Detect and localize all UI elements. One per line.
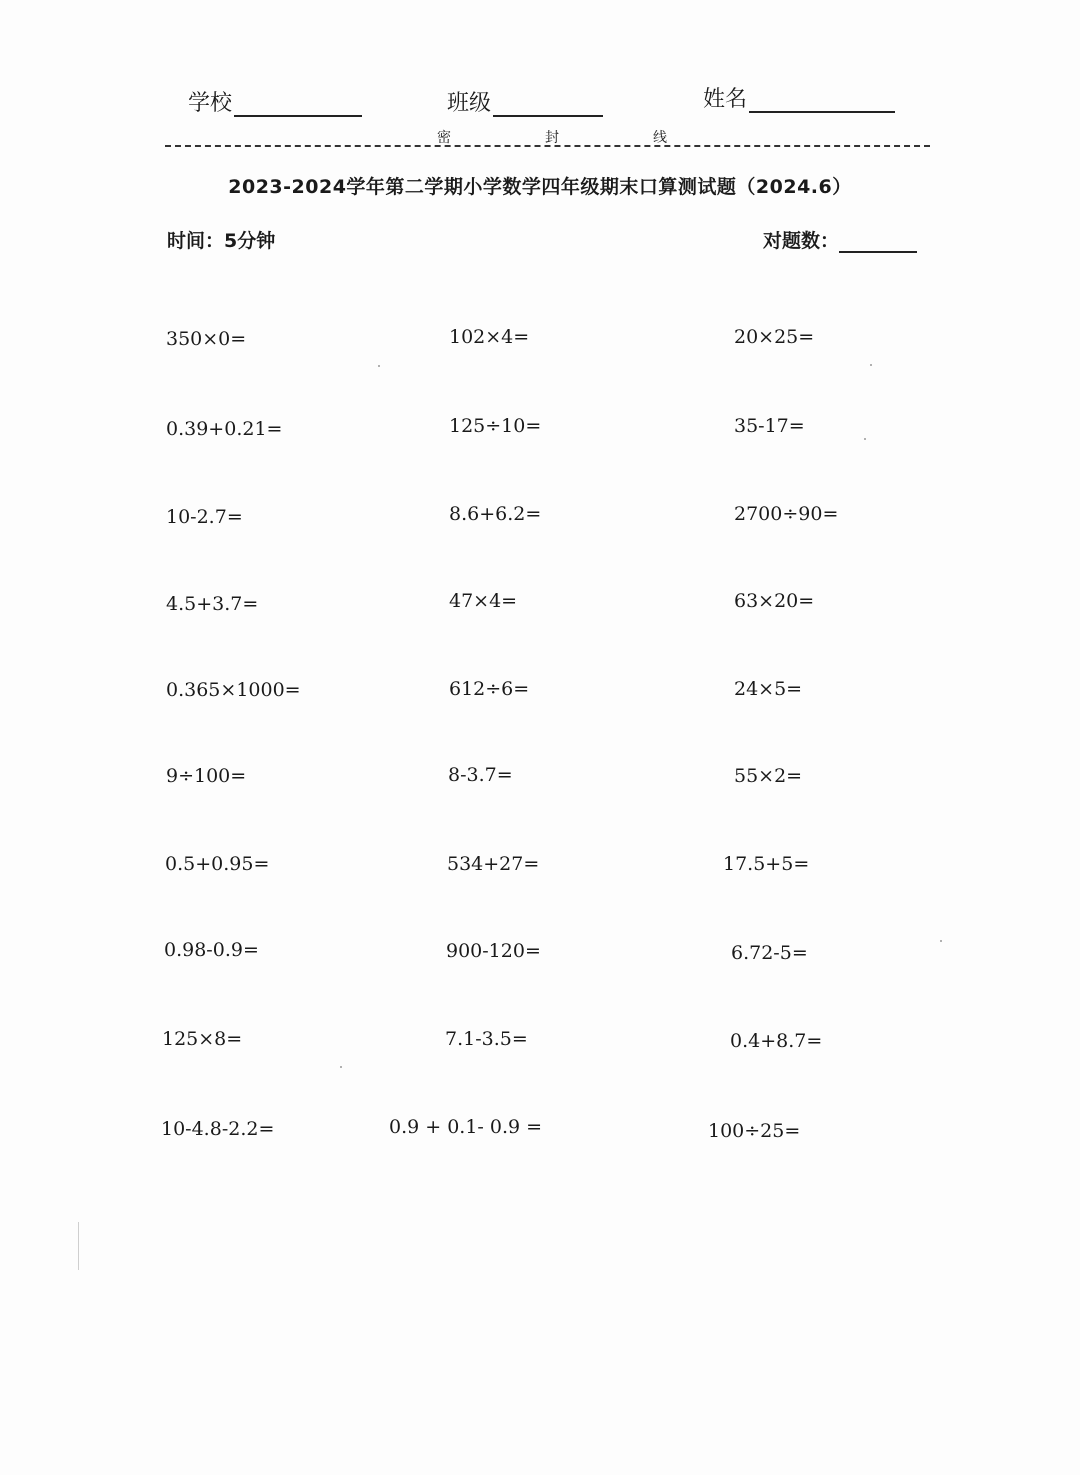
problem-10-3[interactable]: 100÷25= bbox=[708, 1120, 801, 1142]
class-blank[interactable] bbox=[493, 93, 603, 117]
problem-4-2[interactable]: 47×4= bbox=[449, 590, 518, 612]
problem-8-2[interactable]: 900-120= bbox=[446, 940, 541, 962]
problem-10-1[interactable]: 10-4.8-2.2= bbox=[161, 1118, 275, 1140]
problem-3-3[interactable]: 2700÷90= bbox=[734, 503, 839, 525]
problem-8-1[interactable]: 0.98-0.9= bbox=[164, 939, 259, 961]
scan-speck bbox=[340, 1066, 342, 1068]
problem-4-1[interactable]: 4.5+3.7= bbox=[166, 593, 259, 615]
school-field[interactable] bbox=[188, 86, 362, 117]
class-field[interactable] bbox=[447, 86, 603, 117]
problem-2-2[interactable]: 125÷10= bbox=[449, 415, 542, 437]
problem-5-2[interactable]: 612÷6= bbox=[449, 678, 530, 700]
school-label: 学校 bbox=[188, 91, 233, 116]
scan-edge-mark bbox=[78, 1222, 79, 1270]
problem-3-1[interactable]: 10-2.7= bbox=[166, 506, 243, 528]
problem-3-2[interactable]: 8.6+6.2= bbox=[449, 503, 542, 525]
problem-9-1[interactable]: 125×8= bbox=[162, 1028, 243, 1050]
problem-1-1[interactable]: 350×0= bbox=[166, 328, 247, 350]
problem-10-2[interactable]: 0.9 + 0.1- 0.9 = bbox=[389, 1116, 543, 1138]
seal-char-xian: 线 bbox=[653, 130, 667, 146]
name-blank[interactable] bbox=[749, 89, 895, 113]
problem-2-3[interactable]: 35-17= bbox=[734, 415, 805, 437]
score-label: 对题数： bbox=[763, 230, 840, 252]
problem-5-3[interactable]: 24×5= bbox=[734, 678, 803, 700]
seal-char-mi: 密 bbox=[437, 130, 451, 146]
scan-speck bbox=[864, 438, 866, 440]
problem-9-2[interactable]: 7.1-3.5= bbox=[445, 1028, 528, 1050]
scan-speck bbox=[870, 364, 872, 366]
problem-7-1[interactable]: 0.5+0.95= bbox=[165, 853, 270, 875]
scan-speck bbox=[378, 365, 380, 367]
class-label: 班级 bbox=[447, 91, 492, 116]
problem-6-3[interactable]: 55×2= bbox=[734, 765, 803, 787]
seal-char-feng: 封 bbox=[545, 130, 559, 146]
page-title: 2023-2024学年第二学期小学数学四年级期末口算测试题（2024.6） bbox=[228, 176, 852, 198]
name-field[interactable] bbox=[703, 82, 895, 113]
problem-8-3[interactable]: 6.72-5= bbox=[731, 942, 808, 964]
seal-dashed-line bbox=[165, 145, 930, 147]
score-blank[interactable] bbox=[839, 231, 917, 253]
problem-9-3[interactable]: 0.4+8.7= bbox=[730, 1030, 823, 1052]
scan-speck bbox=[940, 940, 942, 942]
problem-2-1[interactable]: 0.39+0.21= bbox=[166, 418, 283, 440]
name-label: 姓名 bbox=[703, 87, 748, 112]
problem-6-2[interactable]: 8-3.7= bbox=[448, 764, 513, 786]
time-limit: 时间：5分钟 bbox=[167, 230, 276, 252]
problem-4-3[interactable]: 63×20= bbox=[734, 590, 815, 612]
problem-6-1[interactable]: 9÷100= bbox=[166, 765, 247, 787]
problem-5-1[interactable]: 0.365×1000= bbox=[166, 679, 301, 701]
score-field[interactable] bbox=[763, 226, 917, 253]
problem-7-3[interactable]: 17.5+5= bbox=[723, 853, 810, 875]
problem-1-2[interactable]: 102×4= bbox=[449, 326, 530, 348]
problem-7-2[interactable]: 534+27= bbox=[447, 853, 540, 875]
problem-1-3[interactable]: 20×25= bbox=[734, 326, 815, 348]
school-blank[interactable] bbox=[234, 93, 362, 117]
